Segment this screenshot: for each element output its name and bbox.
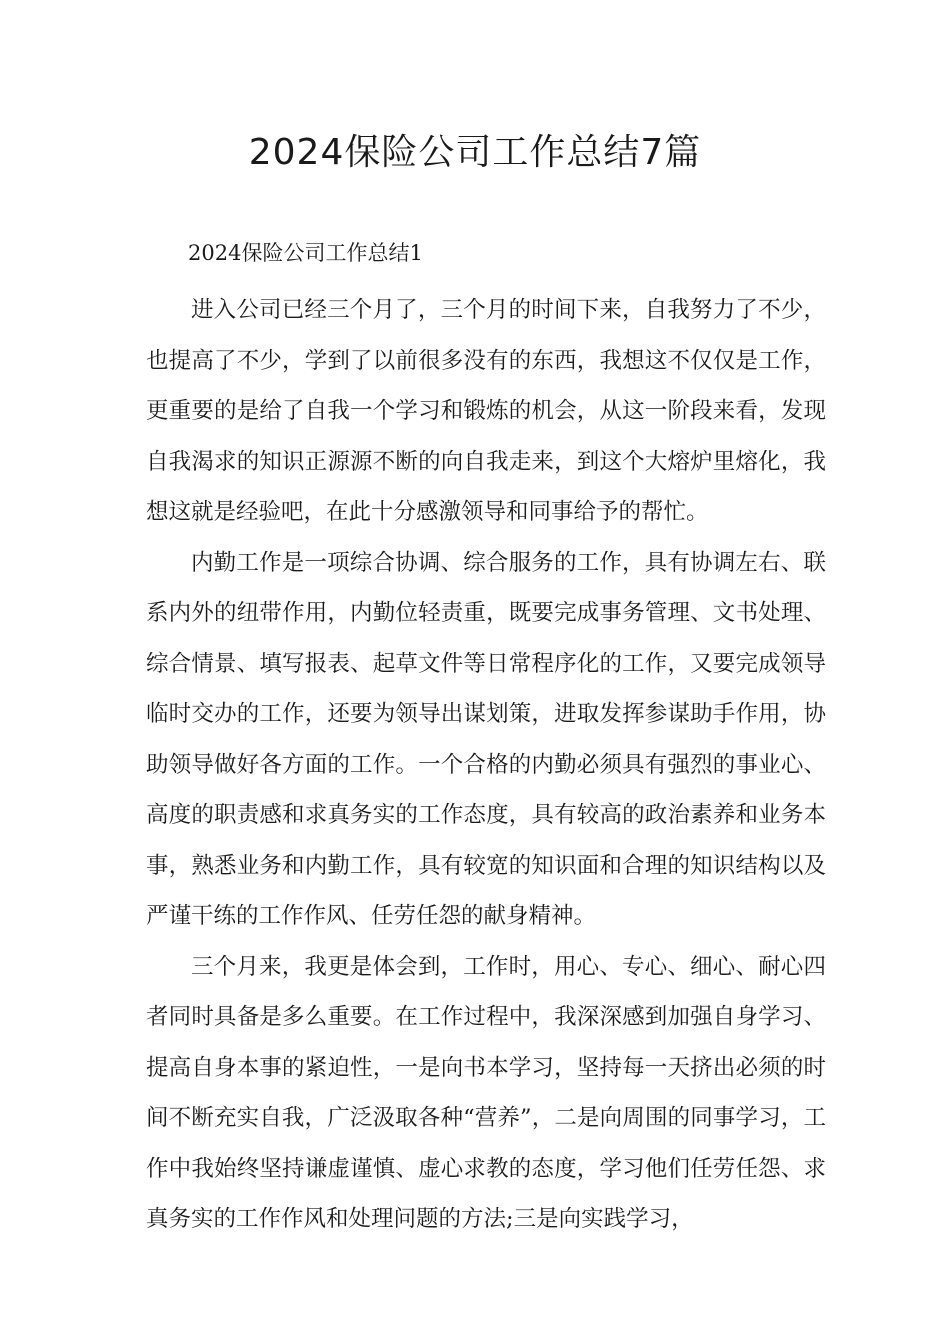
paragraph-1: 进入公司已经三个月了，三个月的时间下来，自我努力了不少，也提高了不少，学到了以前很多没有的东西，我想这不仅仅是工作，更重要的是给了自我一个学习和锻炼的机会，从这一阶段来看，发现自我渴求的知识正源源不断的向自我走来，到这个大熔炉里熔化，我想这就是经验吧，在此十分感激领导和同事给予的帮忙。 [146, 297, 826, 525]
section-heading: 2024保险公司工作总结1 [188, 241, 423, 265]
document-body [146, 285, 826, 1245]
paragraph-3: 三个月来，我更是体会到，工作时，用心、专心、细心、耐心四者同时具备是多么重要。在工作过程中，我深深感到加强自身学习、提高自身本事的紧迫性，一是向书本学习，坚持每一天挤出必须的时间不断充实自我，广泛汲取各种“营养”，二是向周围的同事学习，工作中我始终坚持谦虚谨慎、虚心求教的态度，学习他们任劳任怨、求真务实的工作作风和处理问题的方法;三是向实践学习， [146, 953, 826, 1232]
paragraph-2: 内勤工作是一项综合协调、综合服务的工作，具有协调左右、联系内外的纽带作用，内勤位轻责重，既要完成事务管理、文书处理、综合情景、填写报表、起草文件等日常程序化的工作，又要完成领导临时交办的工作，还要为领导出谋划策，进取发挥参谋助手作用，协助领导做好各方面的工作。一个合格的内勤必须具有强烈的事业心、高度的职责感和求真务实的工作态度，具有较高的政治素养和业务本事，熟悉业务和内勤工作，具有较宽的知识面和合理的知识结构以及严谨干练的工作作风、任劳任怨的献身精神。 [146, 549, 826, 929]
document-title: 2024保险公司工作总结7篇 [248, 132, 702, 173]
